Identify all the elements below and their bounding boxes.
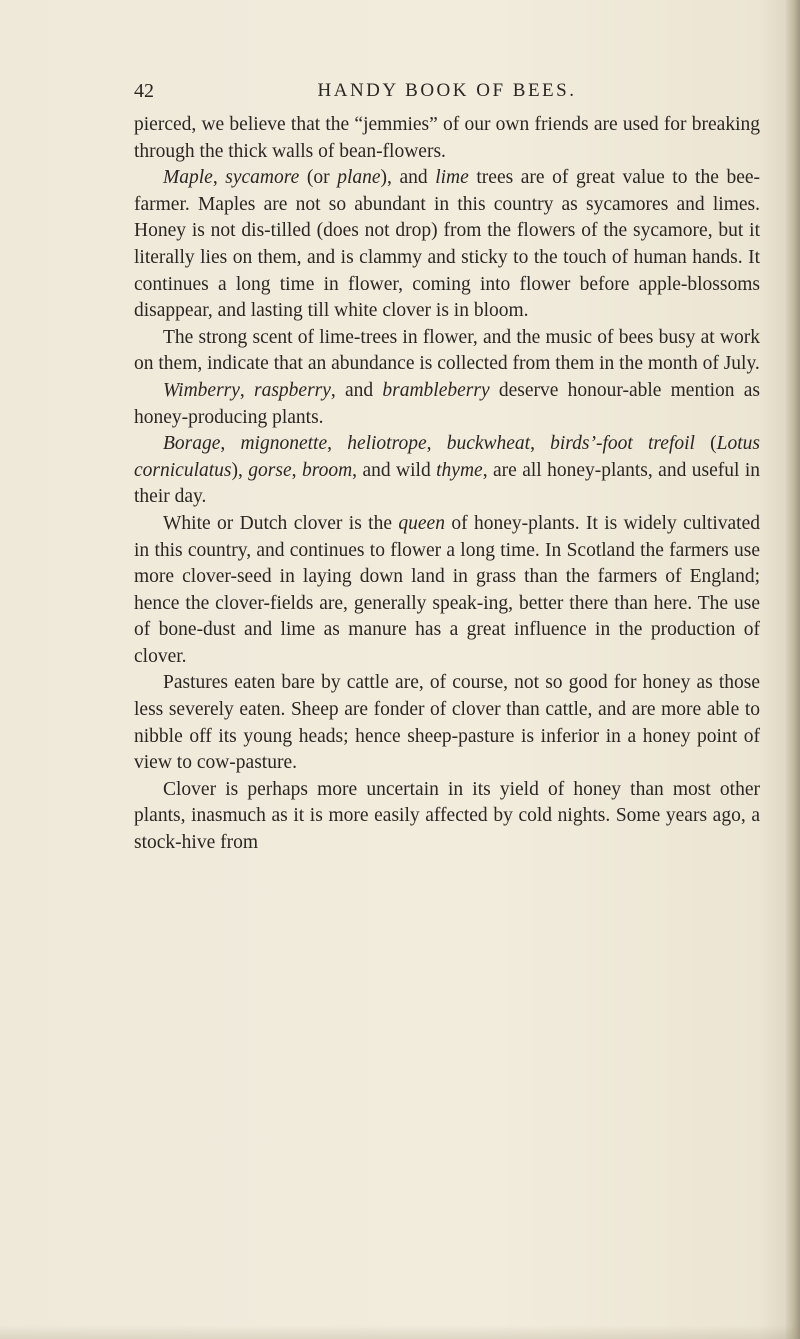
italic-term: heliotrope (347, 433, 427, 455)
text-run: , (530, 433, 551, 455)
text-run: The strong scent of lime-trees in flower, and the music of bees busy at work on them, indicate that an abundance is collected from them in the month of July. (134, 326, 760, 375)
italic-term: plane (337, 167, 381, 189)
italic-term: Borage (163, 433, 221, 455)
body-text (134, 112, 760, 857)
paragraph (134, 777, 760, 857)
text-run: , (291, 459, 302, 481)
paragraph (134, 165, 760, 325)
text-run: , (239, 379, 254, 401)
text-run: ), and (380, 167, 436, 189)
text-run: , (426, 433, 447, 455)
text-run: , and wild (352, 459, 437, 481)
italic-term: birds’-foot trefoil (550, 433, 695, 455)
italic-term: gorse (248, 459, 292, 481)
page-number: 42 (134, 80, 154, 102)
paragraph (134, 112, 760, 165)
text-run: , are all honey-plants, and useful in their day. (134, 459, 761, 508)
italic-term: Wimberry (163, 379, 240, 401)
text-run: , (212, 167, 226, 189)
italic-term: lime (435, 167, 469, 189)
text-run: , (327, 433, 348, 455)
text-run: Clover is perhaps more uncertain in its yield of honey than most other plants, inasmuch as it is more easily affected by cold nights. Some years ago, a stock-hive from (134, 778, 760, 854)
paragraph (134, 670, 760, 776)
text-run: White or Dutch clover is the (163, 512, 399, 534)
text-run: Pastures eaten bare by cattle are, of course, not so good for honey as those less severely eaten. Sheep are fonder of clover than cattle, and are more able to nibble off its young heads; hence sheep-pasture is inferior in a honey point of view to cow-pasture. (134, 672, 760, 774)
page-header (134, 80, 760, 108)
page-edge-shadow (786, 0, 800, 1339)
text-run: of honey-plants. It is widely cultivated in this country, and continues to flower a long time. In Scotland the farmers use more clover-seed in laying down land in grass than the farmers of England; hence the clover-fields are, generally speak-ing, better there than here. The use of bone-dust and lime as manure has a great influence in the production of clover. (134, 512, 760, 667)
paragraph (134, 431, 760, 511)
text-run: , and (330, 379, 383, 401)
text-run: trees are of great value to the bee-farmer. Maples are not so abundant in this country as sycamores and limes. Honey is not dis-tilled (does not drop) from the flowers of the sycamore, but it literally lies on them, and is clammy and sticky to the touch of human hands. It continues a long time in flower, coming into flower before apple-blossoms disappear, and lasting till white clover is in bloom. (134, 167, 761, 322)
text-run: or (313, 167, 330, 189)
text-run: ( (694, 433, 717, 455)
paragraph (134, 378, 760, 431)
italic-term: queen (398, 512, 445, 534)
italic-term: buckwheat (446, 433, 531, 455)
text-run: deserve honour-able mention as honey-producing plants. (134, 379, 761, 428)
page-bottom-shadow (0, 1325, 800, 1339)
italic-term: raspberry (254, 379, 331, 401)
text-run: ( (299, 167, 314, 189)
italic-term: broom (301, 459, 353, 481)
italic-term: Maple (163, 167, 213, 189)
italic-term: brambleberry (382, 379, 490, 401)
text-run: ), (231, 459, 249, 481)
italic-term: sycamore (225, 167, 300, 189)
text-run: pierced, we believe that the “jemmies” of our own friends are used for breaking through the thick walls of bean-flowers. (134, 114, 760, 162)
italic-term: thyme (436, 459, 483, 481)
paragraph (134, 325, 760, 378)
text-run: , (220, 433, 241, 455)
paragraph (134, 511, 760, 671)
italic-term: mignonette (240, 433, 328, 455)
running-title: HANDY BOOK OF BEES. (317, 80, 577, 101)
italic-term: Lotus corniculatus (134, 433, 761, 481)
